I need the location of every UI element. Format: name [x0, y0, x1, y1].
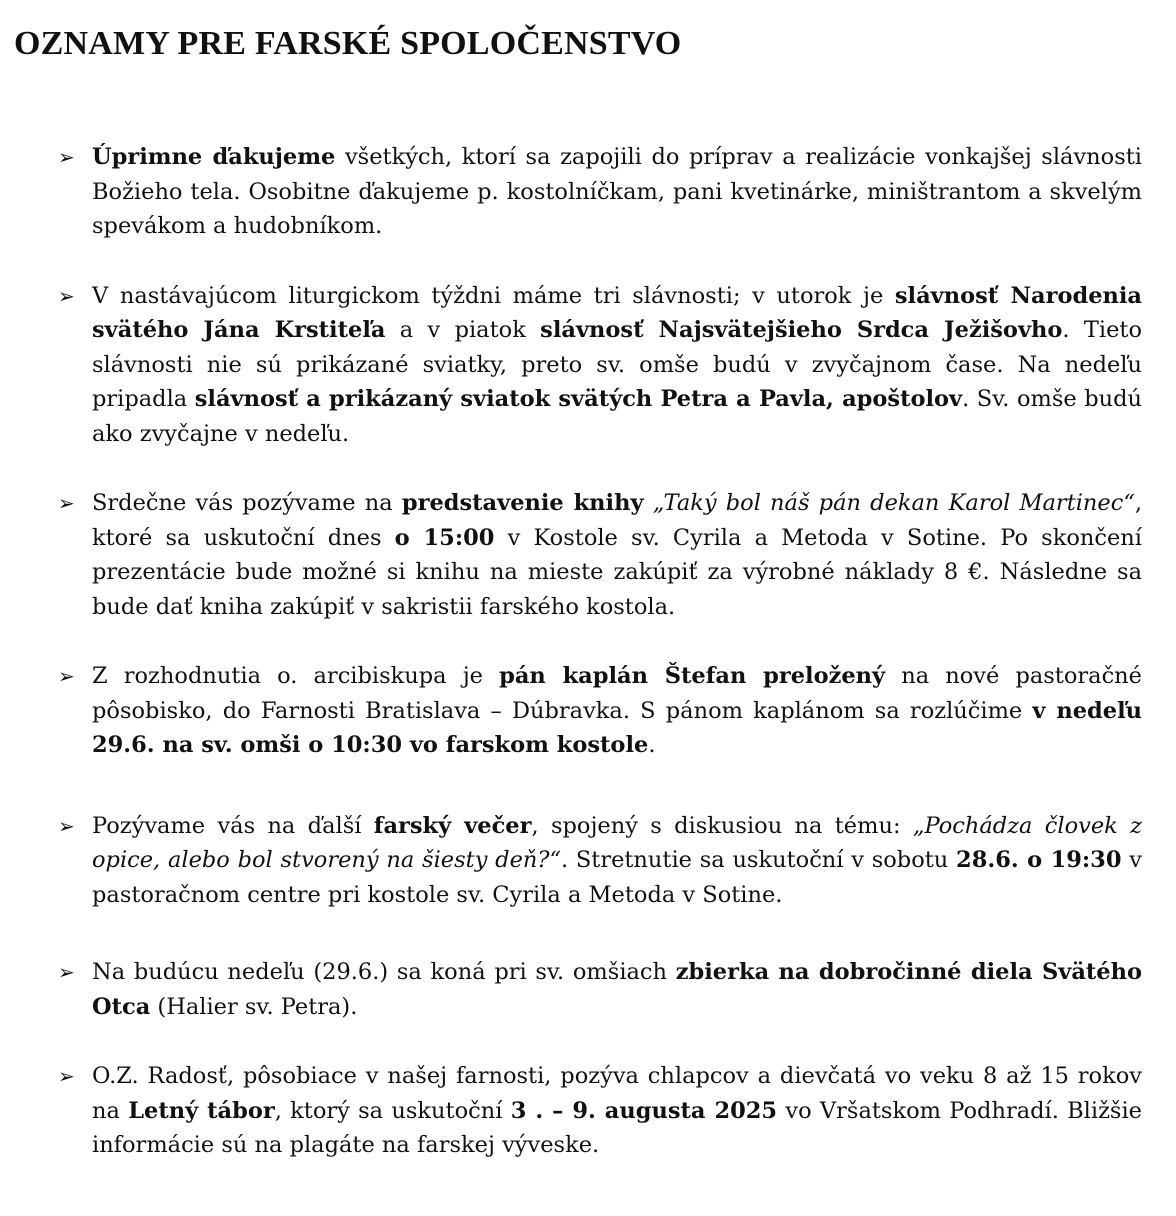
- text-run: v pastoračnom centre pri kostole sv. Cyrila a Metoda v Sotine.: [92, 847, 1142, 908]
- text-run: O.Z. Radosť, pôsobiace v našej farnosti, pozýva chlapcov a dievčatá vo veku 8 až 15 rokov na: [92, 1063, 1142, 1124]
- text-run: .: [648, 732, 656, 758]
- announcement-text: [92, 1063, 1142, 1158]
- bold-text: zbierka na dobročinné diela Svätého Otca: [92, 959, 1142, 1020]
- text-run: V nastávajúcom liturgickom týždni máme tri slávnosti; v utorok je: [92, 282, 895, 309]
- bold-text: Letný tábor: [128, 1097, 275, 1124]
- text-run: , ktoré sa uskutoční dnes: [92, 490, 1142, 551]
- italic-text: „Taký bol náš pán dekan Karol Martinec“: [643, 490, 1135, 516]
- text-run: Z rozhodnutia o. arcibiskupa je: [92, 663, 500, 689]
- text-run: , ktorý sa uskutoční: [274, 1097, 511, 1124]
- text-run: a v piatok: [385, 317, 541, 343]
- arrow-bullet-icon: ➢: [58, 960, 75, 984]
- bold-text: slávnosť a prikázaný sviatok svätých Petra a Pavla, apoštolov: [194, 386, 963, 412]
- text-run: , spojený s diskusiou na tému:: [531, 812, 913, 839]
- announcement-text: [92, 283, 1142, 447]
- text-run: vo Vršatskom Podhradí. Bližšie informácie sú na plagáte na farskej výveske.: [92, 1097, 1142, 1158]
- italic-text: „Pochádza človek z opice, alebo bol stvorený na šiesty deň?“: [92, 812, 1142, 873]
- text-run: . Tieto slávnosti nie sú prikázané sviatky, preto sv. omše budú v zvyčajnom čase. Na nedeľu pripadla: [92, 317, 1142, 412]
- arrow-bullet-icon: ➢: [58, 1064, 75, 1088]
- announcement-text: [92, 959, 1142, 1020]
- announcement-item: [58, 486, 1142, 624]
- text-run: . Stretnutie sa uskutoční v sobotu: [560, 847, 957, 873]
- bold-text: pán kaplán Štefan preložený: [499, 663, 886, 689]
- text-run: Na budúcu nedeľu (29.6.) sa koná pri sv. omšiach: [92, 959, 676, 985]
- announcement-item: [58, 140, 1142, 244]
- text-run: Pozývame vás na ďalší: [92, 812, 374, 839]
- announcement-list: [58, 140, 1142, 1198]
- bold-text: o 15:00: [394, 524, 495, 551]
- announcement-text: [92, 490, 1142, 620]
- announcement-text: [92, 813, 1142, 908]
- announcement-item: [58, 1059, 1142, 1163]
- bold-text: 3 . – 9. augusta 2025: [510, 1097, 778, 1124]
- bold-text: predstavenie knihy: [401, 490, 644, 516]
- text-run: (Halier sv. Petra).: [150, 993, 358, 1020]
- bold-text: v nedeľu 29.6. na sv. omši o 10:30 vo farskom kostole: [92, 697, 1142, 758]
- bold-text: slávnosť Narodenia svätého Jána Krstiteľa: [92, 282, 1142, 343]
- announcement-item: [58, 809, 1142, 913]
- bold-text: Úprimne ďakujeme: [92, 144, 336, 170]
- arrow-bullet-icon: ➢: [58, 145, 75, 169]
- arrow-bullet-icon: ➢: [58, 664, 75, 688]
- bold-text: farský večer: [373, 812, 532, 839]
- page-title: OZNAMY PRE FARSKÉ SPOLOČENSTVO: [14, 25, 682, 62]
- text-run: Srdečne vás pozývame na: [92, 490, 402, 516]
- text-run: . Sv. omše budú ako zvyčajne v nedeľu.: [92, 386, 1143, 447]
- announcement-text: [92, 144, 1142, 239]
- bold-text: slávnosť Najsvätejšieho Srdca Ježišovho: [540, 317, 1063, 343]
- announcement-text: [92, 663, 1142, 758]
- bold-text: 28.6. o 19:30: [956, 847, 1122, 873]
- announcement-item: [58, 955, 1142, 1024]
- arrow-bullet-icon: ➢: [58, 813, 75, 838]
- text-run: v Kostole sv. Cyrila a Metoda v Sotine. Po skončení prezentácie bude možné si knihu na mieste zakúpiť za výrobné náklady 8 €. Následne sa bude dať kniha zakúpiť v sakristii farského kostola.: [92, 524, 1142, 620]
- announcement-item: [58, 279, 1142, 452]
- arrow-bullet-icon: ➢: [58, 491, 75, 515]
- text-run: všetkých, ktorí sa zapojili do príprav a realizácie vonkajšej slávnosti Božieho tela. Osobitne ďakujeme p. kostolníčkam, pani kvetinárke, miništrantom a skvelým spevákom a hudobníkom.: [92, 144, 1142, 239]
- announcement-item: [58, 659, 1142, 763]
- text-run: na nové pastoračné pôsobisko, do Farnosti Bratislava – Dúbravka. S pánom kaplánom sa rozlúčime: [92, 663, 1142, 724]
- arrow-bullet-icon: ➢: [58, 283, 75, 308]
